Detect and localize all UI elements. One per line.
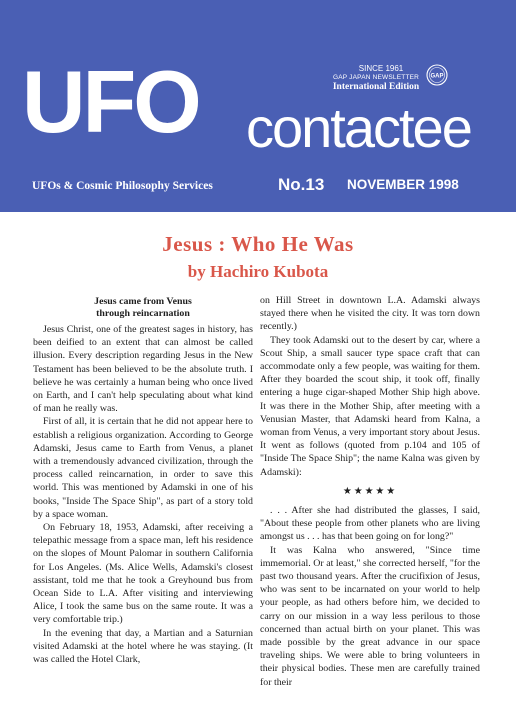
- paragraph: on Hill Street in downtown L.A. Adamski always stayed there when he visited the city. It was torn down recently.): [260, 295, 480, 333]
- masthead-banner: [0, 0, 516, 212]
- section-heading: [33, 296, 253, 319]
- paragraph: It was Kalna who answered, "Since time immemorial. Or at least," she corrected herself, "for the past two thousand years. After the crucifixion of Jesus, who was sent to be incarnated on your world to help your people, as had others before him, we decided to carry on our mission in a way less perilous to those concerned than actual birth on your planet. This was made possible by the great advance in our space traveling ships. We were able to bring volunteers in their physical bodies. These men are carefully trained for their: [260, 544, 480, 688]
- newsletter-label: GAP JAPAN NEWSLETTER: [332, 74, 420, 81]
- paragraph: . . . After she had distributed the glasses, I said, "About these people from other planets who are living amongst us . . . has that been going on for long?": [260, 505, 480, 543]
- issue-date: NOVEMBER 1998: [347, 177, 459, 192]
- issue-number: No.13: [278, 175, 325, 194]
- section-heading-line-1: Jesus came from Venus: [94, 296, 192, 307]
- right-column: [260, 294, 480, 689]
- logo-contactee: contactee: [246, 96, 471, 159]
- left-column: [33, 294, 253, 666]
- tagline: UFOs & Cosmic Philosophy Services: [32, 180, 213, 192]
- edition-label: International Edition: [332, 82, 420, 92]
- section-heading-line-2: through reincarnation: [96, 307, 190, 319]
- paragraph: They took Adamski out to the desert by car, where a Scout Ship, a small saucer type space craft that can accommodate only a few people, was waiting for them. After they boarded the scout ship, it took off, finally entering a huge cigar-shaped Mother Ship high above. It was there in the Mother Ship, after meeting with a Venusian Master, that Adamski heard from Kalna, a woman from Venus, a very important story about Jesus. It went as follows (quoted from p.104 and 105 of "Inside The Space Ship"; the name Kalna was given by Adamski):: [260, 334, 480, 478]
- gap-seal-text: GAP: [430, 73, 444, 80]
- section-separator: ★★★★★: [342, 485, 398, 497]
- paragraph: Jesus Christ, one of the greatest sages in history, has been deified to an extent that can almost be called illusion. Every description regarding Jesus in the New Testament has been believed to be the absolute truth. I believe he was certainly a human being who once lived on Earth, and I can't help speculating about what kind of man he really was.: [33, 324, 253, 415]
- since-label: SINCE 1961: [358, 64, 404, 73]
- article-title: Jesus : Who He Was: [162, 232, 354, 256]
- article-byline: by Hachiro Kubota: [187, 262, 329, 281]
- gap-seal-icon: [426, 64, 448, 86]
- paragraph: On February 18, 1953, Adamski, after receiving a telepathic message from a space man, left his residence on the slopes of Mount Palomar in southern California for Los Angeles. (Ms. Alice Wells, Adamski's closest assistant, told me that he took a Greyhound bus from Ocean Side to L.A. After visiting and interviewing Alice, I took the same bus on the same route. It was a very comfortable trip.): [33, 522, 253, 626]
- paragraph: In the evening that day, a Martian and a Saturnian visited Adamski at the hotel where he was staying. (It was called the Hotel Clark,: [33, 627, 253, 666]
- logo-ufo: UFO: [22, 52, 199, 151]
- paragraph: First of all, it is certain that he did not appear here to establish a religious organization. According to George Adamski, Jesus came to Earth from Venus, a planet with a tremendously advanced civilization, through the process called reincarnation, in order to save this world. This was mentioned by Adamski in one of his books, "Inside The Space Ship", as part of a story told by a space woman.: [33, 416, 253, 520]
